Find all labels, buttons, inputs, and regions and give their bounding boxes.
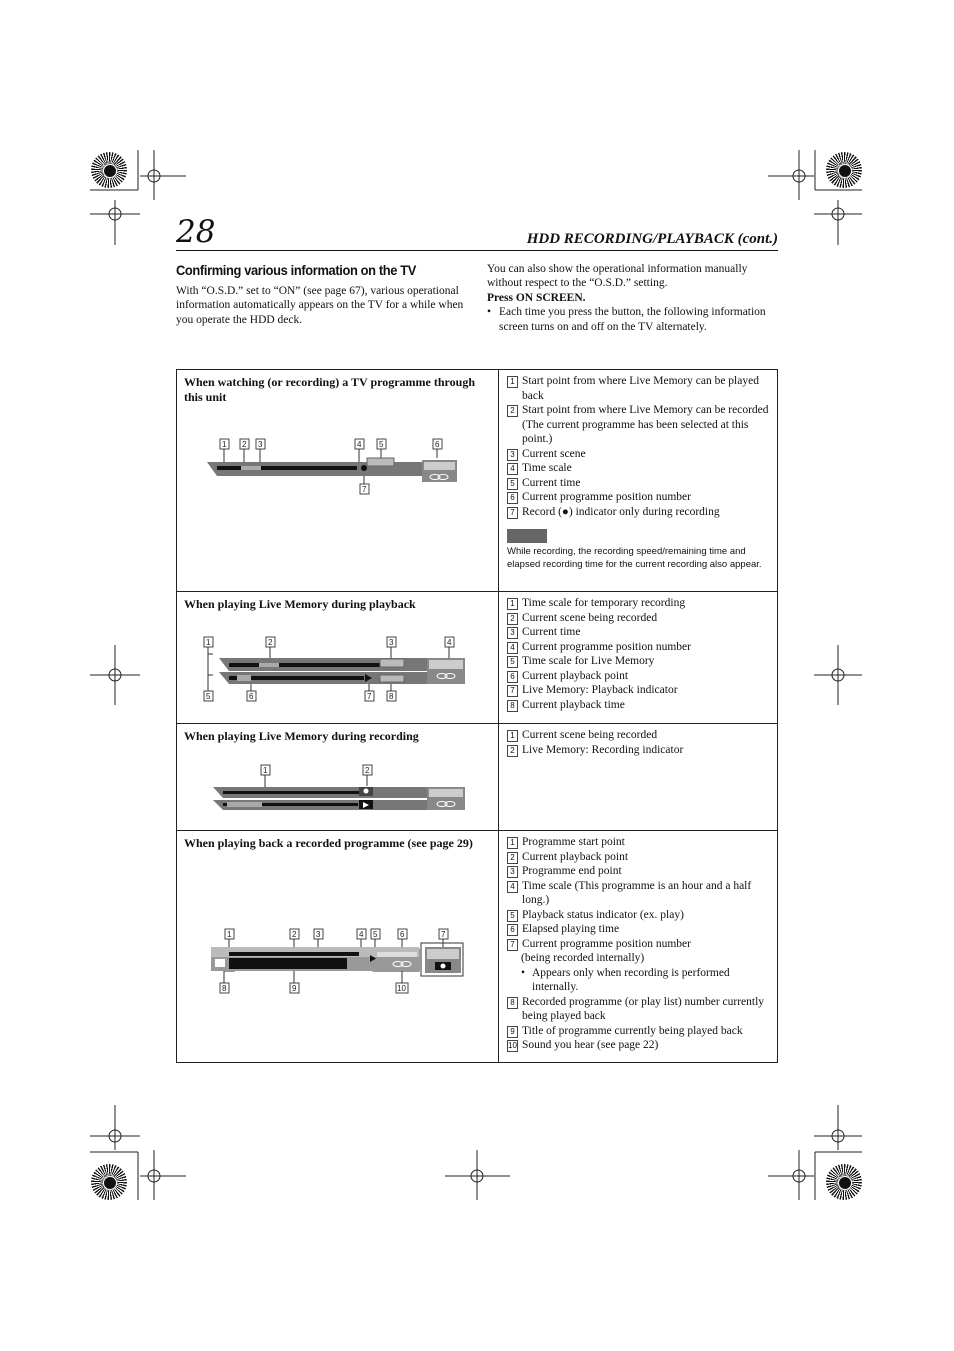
svg-text:3: 3: [389, 638, 394, 647]
list-item: 7 Live Memory: Playback indicator: [507, 683, 775, 698]
osd-info-table: [176, 369, 778, 1063]
list-subbullet: • Appears only when recording is performed internally.: [521, 966, 730, 993]
svg-text:1: 1: [263, 766, 268, 775]
svg-text:7: 7: [367, 692, 372, 701]
osd-diagram-watching: [177, 370, 497, 590]
list-item: 7 Current programme position number: [507, 937, 775, 952]
list-item: 5 Time scale for Live Memory: [507, 654, 775, 669]
svg-text:9: 9: [292, 984, 297, 993]
svg-text:5: 5: [379, 440, 384, 449]
svg-text:10: 10: [397, 984, 406, 993]
press-instruction: Press ON SCREEN.: [487, 291, 586, 304]
list-item: 2 Current playback point: [507, 850, 775, 865]
table-row-live-memory-playback: [177, 591, 777, 724]
svg-text:5: 5: [373, 930, 378, 939]
row-heading: When playing back a recorded programme (see page 29): [184, 836, 473, 850]
intro-bullet-text: Each time you press the button, the following information screen turns on and off on the TV alternately.: [499, 306, 766, 333]
intro-right-block: [487, 262, 779, 334]
svg-text:7: 7: [362, 485, 367, 494]
header-title: HDD RECORDING/PLAYBACK (cont.): [526, 231, 778, 247]
list-item: 2 Start point from where Live Memory can be recorded (The current programme has been selected at this point.): [507, 403, 775, 447]
list-item: 8 Current playback time: [507, 698, 775, 713]
list-item: 3 Programme end point: [507, 864, 775, 879]
svg-text:4: 4: [359, 930, 364, 939]
svg-text:2: 2: [268, 638, 273, 647]
svg-text:7: 7: [441, 930, 446, 939]
list-item: 4 Time scale: [507, 461, 775, 476]
legend-list: [507, 596, 775, 712]
list-item: 6 Current programme position number: [507, 490, 775, 505]
list-item: 4 Time scale (This programme is an hour and a half long.): [507, 879, 775, 908]
list-item: 1 Time scale for temporary recording: [507, 596, 775, 611]
row-heading: When playing Live Memory during recording: [184, 729, 419, 743]
svg-text:2: 2: [365, 766, 370, 775]
list-item: 8 Recorded programme (or play list) number currently being played back: [507, 995, 775, 1024]
svg-text:1: 1: [222, 440, 227, 449]
svg-text:6: 6: [249, 692, 254, 701]
page-number: 28: [176, 214, 216, 250]
svg-text:3: 3: [258, 440, 263, 449]
row-heading: When playing Live Memory during playback: [184, 597, 416, 611]
legend-list: [507, 374, 775, 519]
note-text: While recording, the recording speed/remaining time and elapsed recording time for the current recording also appear.: [507, 546, 762, 570]
intro-right-paragraph: You can also show the operational information manually without respect to the “O.S.D.” setting.: [487, 263, 748, 290]
svg-text:8: 8: [389, 692, 394, 701]
legend-list: [507, 728, 775, 757]
table-row-live-memory-recording: [177, 723, 777, 831]
header-rule: [176, 250, 778, 251]
svg-text:5: 5: [206, 692, 211, 701]
list-item: 1 Current scene being recorded: [507, 728, 775, 743]
list-item: 3 Current scene: [507, 447, 775, 462]
list-item-continuation: (being recorded internally): [521, 952, 645, 964]
list-item: 6 Elapsed playing time: [507, 922, 775, 937]
list-item: 6 Current playback point: [507, 669, 775, 684]
osd-diagram-live-memory-playback: [177, 592, 497, 722]
svg-text:4: 4: [447, 638, 452, 647]
row-heading: When watching (or recording) a TV programme through this unit: [184, 375, 476, 404]
note-tab: [507, 529, 547, 543]
list-item: 2 Live Memory: Recording indicator: [507, 743, 775, 758]
svg-text:2: 2: [292, 930, 297, 939]
table-row-recorded-playback: [177, 830, 777, 1063]
list-item: 7 Record (●) indicator only during recording: [507, 505, 775, 520]
list-item: 3 Current time: [507, 625, 775, 640]
osd-diagram-live-memory-recording: [177, 724, 497, 830]
list-item: 5 Current time: [507, 476, 775, 491]
list-item: 5 Playback status indicator (ex. play): [507, 908, 775, 923]
list-item: 9 Title of programme currently being played back: [507, 1024, 775, 1039]
svg-text:3: 3: [316, 930, 321, 939]
svg-text:4: 4: [357, 440, 362, 449]
svg-text:8: 8: [222, 984, 227, 993]
svg-text:1: 1: [227, 930, 232, 939]
svg-text:2: 2: [242, 440, 247, 449]
svg-text:1: 1: [206, 638, 211, 647]
svg-text:6: 6: [435, 440, 440, 449]
list-item: 2 Current scene being recorded: [507, 611, 775, 626]
list-item: 4 Current programme position number: [507, 640, 775, 655]
legend-list: [507, 835, 775, 1053]
list-item: 1 Start point from where Live Memory can be played back: [507, 374, 775, 403]
list-item: 1 Programme start point: [507, 835, 775, 850]
intro-bullet: • Each time you press the button, the following information screen turns on and off on the TV alternately.: [487, 305, 779, 334]
table-row-watching: [177, 370, 777, 591]
svg-text:6: 6: [400, 930, 405, 939]
osd-diagram-recorded-playback: [177, 831, 497, 1061]
section-title: Confirming various information on the TV: [176, 262, 417, 278]
intro-left-paragraph: With “O.S.D.” set to “ON” (see page 67), various operational information automatically appears on the TV for a while when you operate the HDD deck.: [176, 285, 464, 326]
list-item: 10 Sound you hear (see page 22): [508, 1039, 659, 1051]
